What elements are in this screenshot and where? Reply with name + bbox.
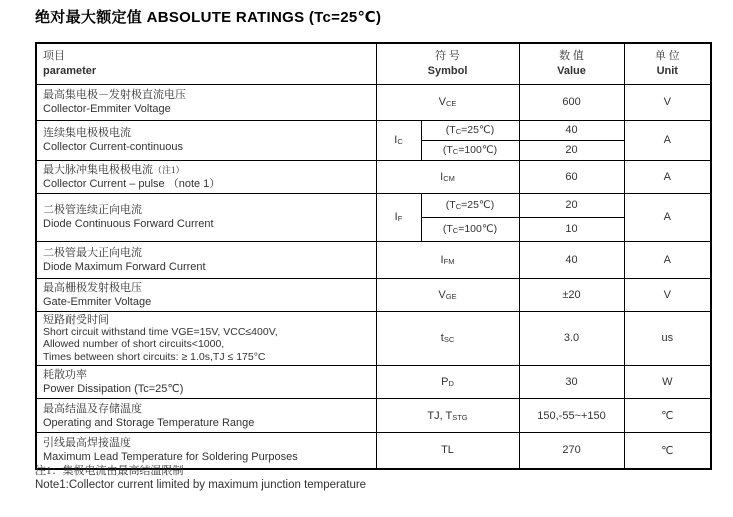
parameter-cn: 最高结温及存储温度 — [43, 402, 142, 415]
parameter-cn-note: （注1） — [153, 164, 185, 175]
symbol-sub: SC — [443, 335, 455, 345]
parameter-en: Collector Current – pulse （note 1） — [43, 177, 221, 190]
unit-cell: ℃ — [624, 399, 711, 433]
condition-pre: (T — [442, 144, 453, 156]
unit-cell: V — [624, 84, 711, 120]
symbol-cell — [376, 278, 519, 311]
table-row — [36, 399, 711, 433]
parameter-en: Power Dissipation (Tc=25℃) — [43, 383, 184, 395]
parameter-cn — [43, 163, 370, 177]
parameter-en: Collector Current-continuous — [43, 141, 184, 153]
parameter-en-line: Allowed number of short circuits<1000, — [43, 338, 225, 350]
symbol-sub: D — [448, 379, 454, 388]
condition-sub: C — [455, 127, 462, 136]
table-row — [36, 193, 711, 217]
parameter-en-line: Times between short circuits: ≥ 1.0s,TJ ≤ 175°C — [43, 350, 266, 363]
symbol-sub: CE — [445, 99, 457, 108]
parameter-en: Gate-Emmiter Voltage — [43, 295, 152, 308]
symbol-base: TL — [441, 444, 454, 457]
symbol-base: I — [440, 253, 444, 266]
symbol-sub: F — [397, 214, 403, 223]
parameter-cn: 连续集电极极电流 — [43, 127, 131, 139]
parameter-en: Diode Maximum Forward Current — [43, 260, 206, 273]
parameter-cell — [36, 241, 376, 278]
parameter-cn: 二极管最大正向电流 — [43, 246, 142, 259]
symbol-sub: C — [397, 137, 403, 146]
parameter-cn: 短路耐受时间 — [43, 313, 109, 326]
symbol-base: t — [440, 332, 444, 345]
header-parameter-en: parameter — [43, 64, 97, 77]
table-header-row — [36, 43, 711, 84]
table-row — [36, 160, 711, 193]
condition-cell — [421, 193, 519, 217]
parameter-en: Maximum Lead Temperature for Soldering Purposes — [43, 451, 298, 464]
symbol-cell — [376, 433, 519, 469]
value-cell: ±20 — [519, 278, 624, 311]
symbol-base: TJ, T — [427, 409, 453, 422]
header-unit-cn: 单 位 — [654, 49, 680, 62]
symbol-sub: GE — [445, 291, 457, 301]
condition-cell — [421, 120, 519, 140]
footnote-en: Note1:Collector current limited by maximum junction temperature — [35, 479, 367, 491]
condition-sub: C — [452, 226, 459, 235]
table-row — [36, 241, 711, 278]
condition-sub: C — [455, 202, 462, 211]
value-cell: 150,-55~+150 — [519, 399, 624, 433]
symbol-cell — [376, 311, 519, 366]
symbol-base: V — [438, 288, 446, 301]
parameter-cell — [36, 366, 376, 399]
value-cell: 10 — [519, 217, 624, 241]
value-cell: 20 — [519, 140, 624, 160]
footnote-cn: 注1：集极电流由最高结温限制 — [35, 465, 184, 477]
unit-cell: us — [624, 311, 711, 366]
value-cell: 3.0 — [519, 311, 624, 366]
symbol-sub: CM — [443, 173, 455, 183]
unit-cell: W — [624, 366, 711, 399]
page-title: 绝对最大额定值 ABSOLUTE RATINGS (Tc=25℃) — [35, 9, 382, 26]
table-row — [36, 366, 711, 399]
unit-cell: A — [624, 120, 711, 160]
parameter-cell — [36, 84, 376, 120]
condition-sub: C — [452, 147, 459, 156]
condition-pre: (T — [442, 223, 453, 235]
parameter-cell — [36, 193, 376, 241]
table-row — [36, 120, 711, 140]
condition-cell — [421, 140, 519, 160]
header-value — [519, 43, 624, 84]
parameter-cell — [36, 120, 376, 160]
condition-cell — [421, 217, 519, 241]
unit-cell: A — [624, 160, 711, 193]
symbol-base: I — [440, 170, 444, 183]
symbol-cell — [376, 366, 519, 399]
symbol-base: I — [394, 134, 398, 146]
value-cell: 60 — [519, 160, 624, 193]
unit-cell: A — [624, 193, 711, 241]
parameter-en: Diode Continuous Forward Current — [43, 218, 214, 230]
header-value-cn: 数 值 — [559, 49, 584, 62]
symbol-sub: FM — [443, 256, 455, 266]
parameter-cn-text: 最大脉冲集电极极电流 — [43, 163, 153, 176]
footnote — [35, 464, 366, 493]
unit-cell: ℃ — [624, 433, 711, 469]
parameter-cn: 最高栅极发射极电压 — [43, 281, 142, 294]
header-unit — [624, 43, 711, 84]
symbol-base: V — [438, 96, 446, 108]
absolute-ratings-table — [35, 42, 712, 470]
parameter-cell — [36, 399, 376, 433]
symbol-cell — [376, 241, 519, 278]
symbol-cell — [376, 160, 519, 193]
condition-post: =25℃) — [461, 124, 495, 136]
value-cell: 40 — [519, 120, 624, 140]
header-parameter-cn: 项目 — [43, 49, 65, 62]
parameter-cn: 引线最高焊接温度 — [43, 437, 131, 450]
table-row — [36, 278, 711, 311]
parameter-en: Operating and Storage Temperature Range — [43, 416, 255, 429]
parameter-cell — [36, 278, 376, 311]
symbol-cell — [376, 193, 421, 241]
symbol-base: I — [394, 211, 398, 223]
parameter-en-line: Short circuit withstand time VGE=15V, VCC≤400V, — [43, 325, 278, 338]
header-symbol-cn: 符 号 — [435, 49, 460, 62]
symbol-cell — [376, 84, 519, 120]
parameter-cn: 二极管连续正向电流 — [43, 204, 142, 216]
parameter-cell — [36, 160, 376, 193]
header-value-en: Value — [557, 64, 586, 77]
table-row — [36, 84, 711, 120]
symbol-cell — [376, 399, 519, 433]
symbol-cell — [376, 120, 421, 160]
condition-post: =25℃) — [461, 199, 495, 211]
condition-post: =100℃) — [458, 223, 498, 235]
condition-pre: (T — [445, 199, 456, 211]
parameter-cell — [36, 311, 376, 366]
value-cell: 270 — [519, 433, 624, 469]
symbol-sub: STG — [452, 412, 468, 422]
value-cell: 30 — [519, 366, 624, 399]
header-unit-en: Unit — [656, 64, 678, 77]
value-cell: 40 — [519, 241, 624, 278]
condition-post: =100℃) — [458, 144, 498, 156]
unit-cell: V — [624, 278, 711, 311]
condition-pre: (T — [445, 124, 456, 136]
parameter-en: Collector-Emmiter Voltage — [43, 103, 171, 115]
value-cell: 20 — [519, 193, 624, 217]
parameter-cn: 耗散功率 — [43, 369, 87, 381]
table-row — [36, 311, 711, 366]
parameter-cn: 最高集电极－发射极直流电压 — [43, 89, 186, 101]
header-parameter — [36, 43, 376, 84]
symbol-base: P — [441, 376, 449, 388]
unit-cell: A — [624, 241, 711, 278]
header-symbol-en: Symbol — [427, 64, 468, 77]
header-symbol — [376, 43, 519, 84]
value-cell: 600 — [519, 84, 624, 120]
